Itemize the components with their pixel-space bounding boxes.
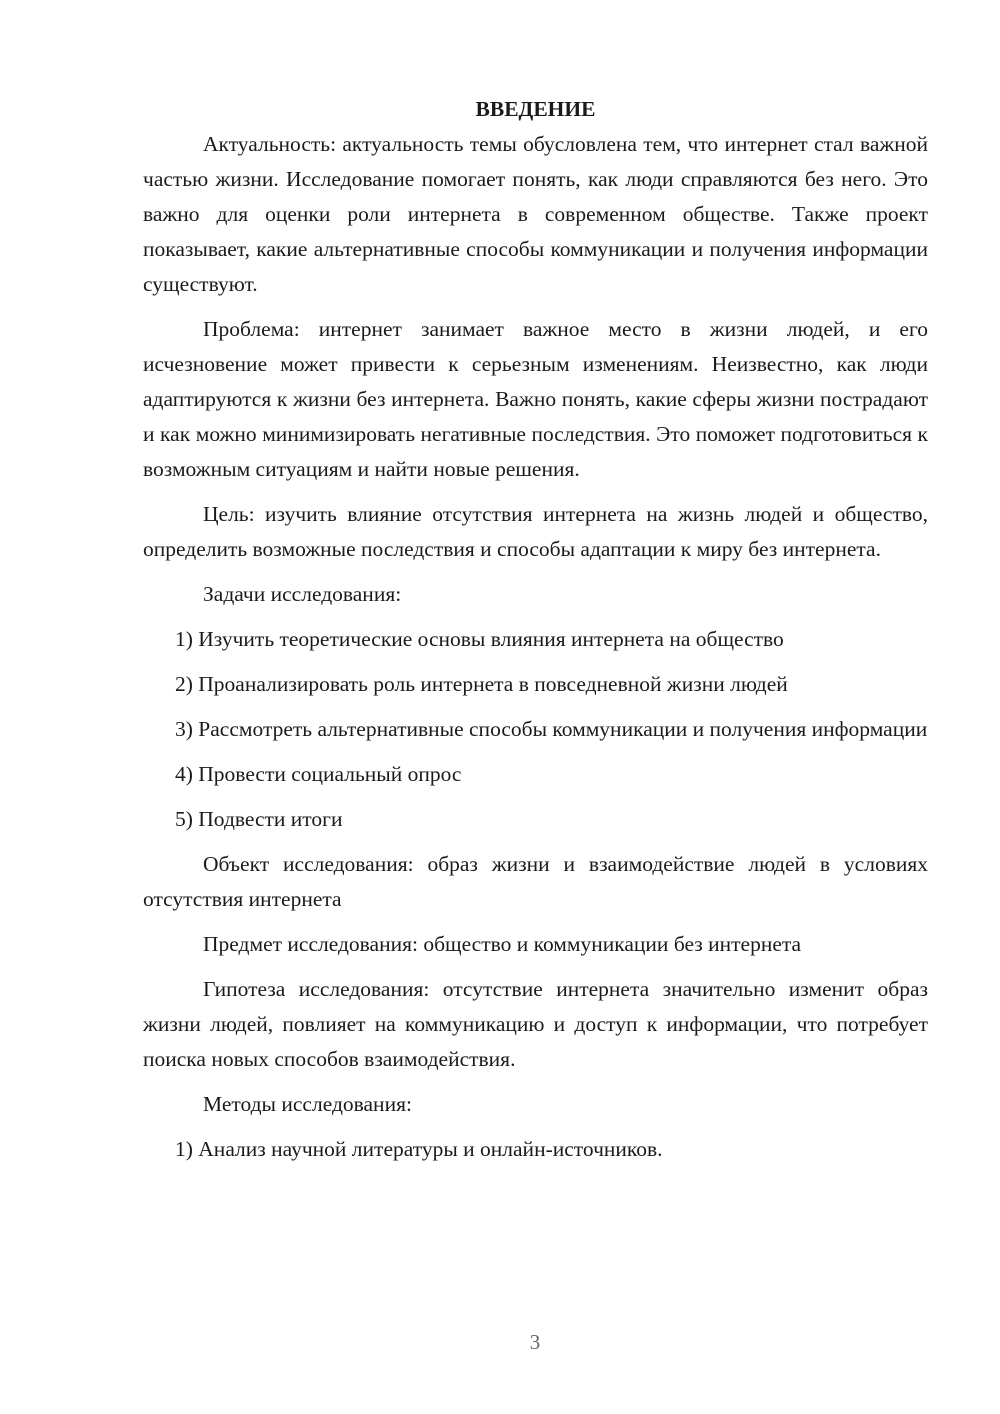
method-item-1: 1) Анализ научной литературы и онлайн-источников.	[175, 1137, 663, 1161]
page-number: 3	[529, 1330, 541, 1354]
tasks-title: Задачи исследования:	[203, 582, 402, 606]
paragraph-subject: Предмет исследования: общество и коммуникации без интернета	[203, 932, 802, 956]
task-item-4: 4) Провести социальный опрос	[175, 762, 462, 786]
task-item-1: 1) Изучить теоретические основы влияния интернета на общество	[175, 627, 784, 651]
document-page	[143, 92, 928, 1177]
paragraph-goal: Цель: изучить влияние отсутствия интернета на жизнь людей и общество, определить возможные последствия и способы адаптации к миру без интернета.	[143, 502, 928, 561]
task-item-5: 5) Подвести итоги	[175, 807, 343, 831]
paragraph-problem: Проблема: интернет занимает важное место в жизни людей, и его исчезновение может привести к серьезным изменениям. Неизвестно, как люди адаптируются к жизни без интернета. Важно понять, какие сферы жизни пострадают и как можно минимизировать негативные последствия. Это поможет подготовиться к возможным ситуациям и найти новые решения.	[143, 317, 928, 481]
section-heading: ВВЕДЕНИЕ	[475, 97, 596, 121]
methods-title: Методы исследования:	[203, 1092, 412, 1116]
task-item-3: 3) Рассмотреть альтернативные способы коммуникации и получения информации	[175, 717, 928, 741]
paragraph-hypothesis: Гипотеза исследования: отсутствие интернета значительно изменит образ жизни людей, повлияет на коммуникацию и доступ к информации, что потребует поиска новых способов взаимодействия.	[143, 977, 928, 1071]
paragraph-relevance: Актуальность: актуальность темы обусловлена тем, что интернет стал важной частью жизни. Исследование помогает понять, как люди справляются без него. Это важно для оценки роли интернета в современном обществе. Также проект показывает, какие альтернативные способы коммуникации и получения информации существуют.	[143, 132, 928, 296]
paragraph-object: Объект исследования: образ жизни и взаимодействие людей в условиях отсутствия интернета	[143, 852, 928, 911]
task-item-2: 2) Проанализировать роль интернета в повседневной жизни людей	[175, 672, 788, 696]
